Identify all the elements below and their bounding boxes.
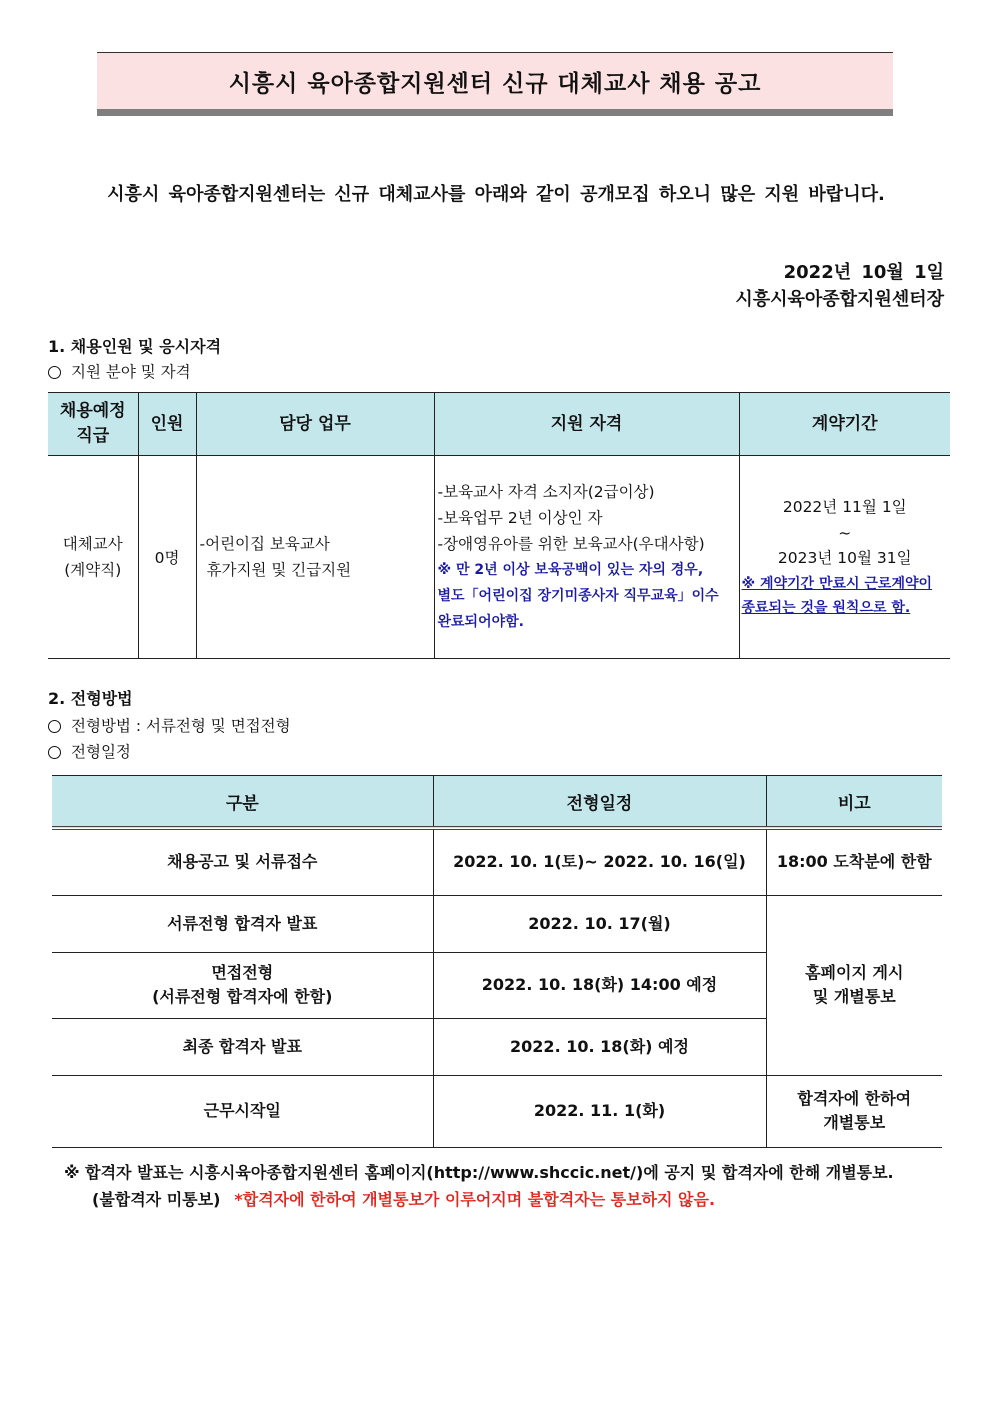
schedule-cell: 2022. 10. 1(토)~ 2022. 10. 16(일) bbox=[433, 828, 766, 895]
circle-bullet-icon bbox=[48, 746, 61, 759]
circle-bullet-icon bbox=[48, 366, 61, 379]
section2-sub1: 전형방법 : 서류전형 및 면접전형 bbox=[48, 714, 291, 736]
announcement-date: 2022년 10월 1일 bbox=[783, 262, 944, 283]
stage-cell: 서류전형 합격자 발표 bbox=[52, 895, 433, 952]
merged-note-cell: 홈페이지 게시 및 개별통보 bbox=[766, 895, 942, 1075]
section1-heading: 1. 채용인원 및 응시자격 bbox=[48, 337, 222, 356]
qualification-cell: -보육교사 자격 소지자(2급이상) -보육업무 2년 이상인 자 -장애영유아를 위한 보육교사(우대사항) ※ 만 2년 이상 보육공백이 있는 자의 경우, 별도「어린이집 장기미종사자 직무교육」이수 완료되어야함. bbox=[434, 456, 739, 659]
note-cell: 18:00 도착분에 한함 bbox=[766, 828, 942, 895]
page-title: 시흥시 육아종합지원센터 신규 대체교사 채용 공고 bbox=[97, 52, 893, 116]
footnote-warning: *합격자에 한하여 개별통보가 이루어지며 불합격자는 통보하지 않음. bbox=[234, 1190, 716, 1209]
header-schedule: 전형일정 bbox=[433, 776, 766, 829]
header-period: 계약기간 bbox=[739, 393, 950, 456]
footnote-line2: (불합격자 미통보) *합격자에 한하여 개별통보가 이루어지며 불합격자는 통보하지 않음. bbox=[92, 1190, 716, 1209]
note-cell: 합격자에 한하여 개별통보 bbox=[766, 1075, 942, 1147]
table-row bbox=[52, 828, 942, 895]
schedule-cell: 2022. 11. 1(화) bbox=[433, 1075, 766, 1147]
section1-sub: 지원 분야 및 자격 bbox=[48, 360, 191, 382]
header-duty: 담당 업무 bbox=[196, 393, 434, 456]
position-cell: 대체교사 (계약직) bbox=[48, 456, 138, 659]
schedule-cell: 2022. 10. 18(화) 예정 bbox=[433, 1018, 766, 1075]
stage-cell: 채용공고 및 서류접수 bbox=[52, 828, 433, 895]
period-cell: 2022년 11월 1일 ~ 2023년 10월 31일 ※ 계약기간 만료시 근로계약이 종료되는 것을 원칙으로 함. bbox=[739, 456, 950, 659]
period-note: ※ 계약기간 만료시 근로계약이 종료되는 것을 원칙으로 함. bbox=[741, 576, 933, 616]
qualification-table bbox=[48, 392, 950, 659]
stage-cell: 최종 합격자 발표 bbox=[52, 1018, 433, 1075]
header-position: 채용예정 직급 bbox=[48, 393, 138, 456]
table-row bbox=[52, 895, 942, 952]
duty-cell: -어린이집 보육교사 휴가지원 및 긴급지원 bbox=[196, 456, 434, 659]
table-header-row bbox=[52, 776, 942, 829]
signer: 시흥시육아종합지원센터장 bbox=[735, 289, 944, 310]
table-row bbox=[52, 1075, 942, 1147]
intro-text: 시흥시 육아종합지원센터는 신규 대체교사를 아래와 같이 공개모집 하오니 많은 지원 바랍니다. bbox=[107, 184, 885, 205]
qualification-note: ※ 만 2년 이상 보육공백이 있는 자의 경우, 별도「어린이집 장기미종사자 직무교육」이수 완료되어야함. bbox=[437, 562, 719, 630]
stage-cell: 면접전형 (서류전형 합격자에 한함) bbox=[52, 952, 433, 1018]
table-header-row bbox=[48, 393, 950, 456]
header-stage: 구분 bbox=[52, 776, 433, 829]
section2-heading: 2. 전형방법 bbox=[48, 689, 133, 708]
schedule-table bbox=[52, 775, 942, 1148]
stage-cell: 근무시작일 bbox=[52, 1075, 433, 1147]
circle-bullet-icon bbox=[48, 720, 61, 733]
section2-sub2: 전형일정 bbox=[48, 740, 131, 762]
header-note: 비고 bbox=[766, 776, 942, 829]
schedule-cell: 2022. 10. 18(화) 14:00 예정 bbox=[433, 952, 766, 1018]
count-cell: 0명 bbox=[138, 456, 196, 659]
header-count: 인원 bbox=[138, 393, 196, 456]
header-qualification: 지원 자격 bbox=[434, 393, 739, 456]
footnote-line1: ※ 합격자 발표는 시흥시육아종합지원센터 홈페이지(http://www.shccic.net/)에 공지 및 합격자에 한해 개별통보. bbox=[64, 1163, 894, 1182]
schedule-cell: 2022. 10. 17(월) bbox=[433, 895, 766, 952]
table-row bbox=[48, 456, 950, 659]
